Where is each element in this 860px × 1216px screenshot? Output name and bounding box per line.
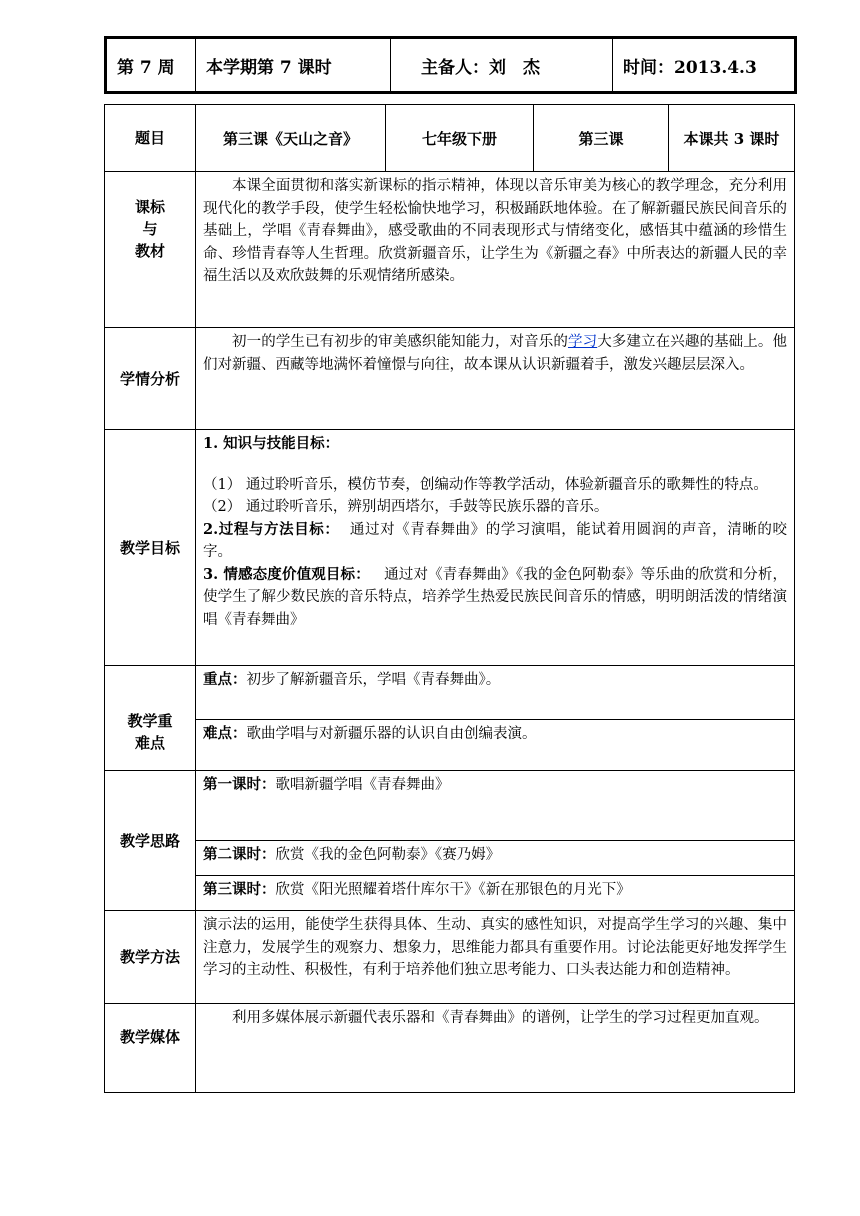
standards-label-line1: 课标 [134,198,165,216]
period-3-title: 第三课时： [203,881,276,898]
standards-row [105,172,795,328]
analysis-row [105,328,795,430]
objectives-label: 教学目标 [105,430,196,666]
difficulty-title: 难点： [203,725,247,742]
media-label: 教学媒体 [105,1004,196,1093]
week-number: 第 7 周 [117,57,175,78]
period-2-text: 欣赏《我的金色阿勒泰》《赛乃姆》 [275,847,501,863]
time-value: 2013.4.3 [674,57,757,78]
focus-row [105,666,795,720]
approach-label: 教学思路 [105,771,196,911]
knowledge-skills-title: 1. 知识与技能目标： [203,435,340,452]
difficulty-text: 歌曲学唱与对新疆乐器的认识自由创编表演。 [246,726,537,742]
standards-text: 本课全面贯彻和落实新课标的指示精神，体现以音乐审美为核心的教学理念，充分利用现代化的教学手段，使学生轻松愉快地学习，积极踊跃地体验。在了解新疆民族民间音乐的基础上，学唱《青春舞曲》，感受歌曲的不同表现形式与情绪变化，感悟其中蕴涵的珍惜生命、珍惜青春等人生哲理。欣赏新疆音乐，让学生为《新疆之春》中所表达的新疆人民的幸福生活以及欢欣鼓舞的乐观情绪所感染。 [196,172,795,328]
methods-text: 演示法的运用，能使学生获得具体、生动、真实的感性知识，对提高学生学习的兴趣、集中注意力，发展学生的观察力、想象力，思维能力都具有重要作用。讨论法能更好地发挥学生学习的主动性、积极性，有利于培养他们独立思考能力、口头表达能力和创造精神。 [196,911,795,1004]
emotion-values-objective [203,564,787,632]
analysis-text-before: 初一的学生已有初步的审美感织能知能力，对音乐的 [232,334,568,350]
focus-text: 初步了解新疆音乐，学唱《青春舞曲》。 [246,672,501,688]
analysis-text-after: 大多建立在兴趣的基础上。他们对新疆、西藏等地满怀着憧憬与向往，故本课从认识新疆着手，激发兴趣层层深入。 [203,334,787,373]
time-label: 时间： [623,57,674,78]
total-lessons-cell: 本课共 3 课时 [669,105,795,172]
approach-row-3 [105,876,795,911]
key-points-label-line2: 难点 [134,734,165,752]
difficulty-row [105,720,795,771]
focus-cell [196,666,795,720]
analysis-text [196,328,795,430]
preparer-cell [391,38,613,93]
difficulty-cell [196,720,795,771]
period-2-cell [196,841,795,876]
lesson-cell [196,38,391,93]
standards-label [105,172,196,328]
analysis-label: 学情分析 [105,328,196,430]
period-2-title: 第二课时： [203,846,276,863]
preparer-label: 主备人： [421,57,489,78]
topic-row [105,105,795,172]
standards-label-line2: 与 [142,220,158,238]
grade-cell: 七年级下册 [386,105,534,172]
process-method-title: 2.过程与方法目标： [203,520,340,538]
unit-cell: 第三课 [534,105,669,172]
period-1-text: 歌唱新疆学唱《青春舞曲》 [275,777,450,793]
media-row [105,1004,795,1093]
study-link[interactable]: 学习 [567,334,598,350]
approach-row-1 [105,771,795,841]
objectives-row [105,430,795,666]
period-3-text: 欣赏《阳光照耀着塔什库尔干》《新在那银色的月光下》 [275,882,631,898]
media-text: 利用多媒体展示新疆代表乐器和《青春舞曲》的谱例，让学生的学习过程更加直观。 [196,1004,795,1093]
period-1-title: 第一课时： [203,776,276,793]
knowledge-item-1: （1） 通过聆听音乐，模仿节奏，创编动作等教学活动，体验新疆音乐的歌舞性的特点。 [203,476,768,493]
lesson-number: 本学期第 7 课时 [206,57,332,78]
period-1-cell [196,771,795,841]
emotion-values-text: 通过对《青春舞曲》《我的金色阿勒泰》等乐曲的欣赏和分析，使学生了解少数民族的音乐特点，培养学生热爱民族民间音乐的情感，明明朗活泼的情绪演唱《青春舞曲》 [203,566,788,628]
key-points-label [105,666,196,771]
objectives-content [196,430,795,666]
focus-title: 重点： [203,671,247,688]
preparer-name: 刘 杰 [489,57,540,78]
knowledge-item-2: （2） 通过聆听音乐，辨别胡西塔尔，手鼓等民族乐器的音乐。 [203,499,609,515]
header-table [104,36,797,94]
topic-label: 题目 [105,105,196,172]
process-method-text: 通过对《青春舞曲》的学习演唱，能试着用圆润的声音，清晰的咬字。 [203,521,788,560]
key-points-label-line1: 教学重 [127,712,173,730]
period-3-cell [196,876,795,911]
time-cell [613,38,796,93]
approach-row-2 [105,841,795,876]
methods-row [105,911,795,1004]
lesson-plan-table [104,104,795,1093]
process-method-objective [203,519,787,564]
emotion-values-title: 3. 情感态度价值观目标： [203,565,370,583]
methods-label: 教学方法 [105,911,196,1004]
week-cell [106,38,196,93]
lesson-title: 第三课《天山之音》 [196,105,386,172]
standards-label-line3: 教材 [134,242,165,260]
